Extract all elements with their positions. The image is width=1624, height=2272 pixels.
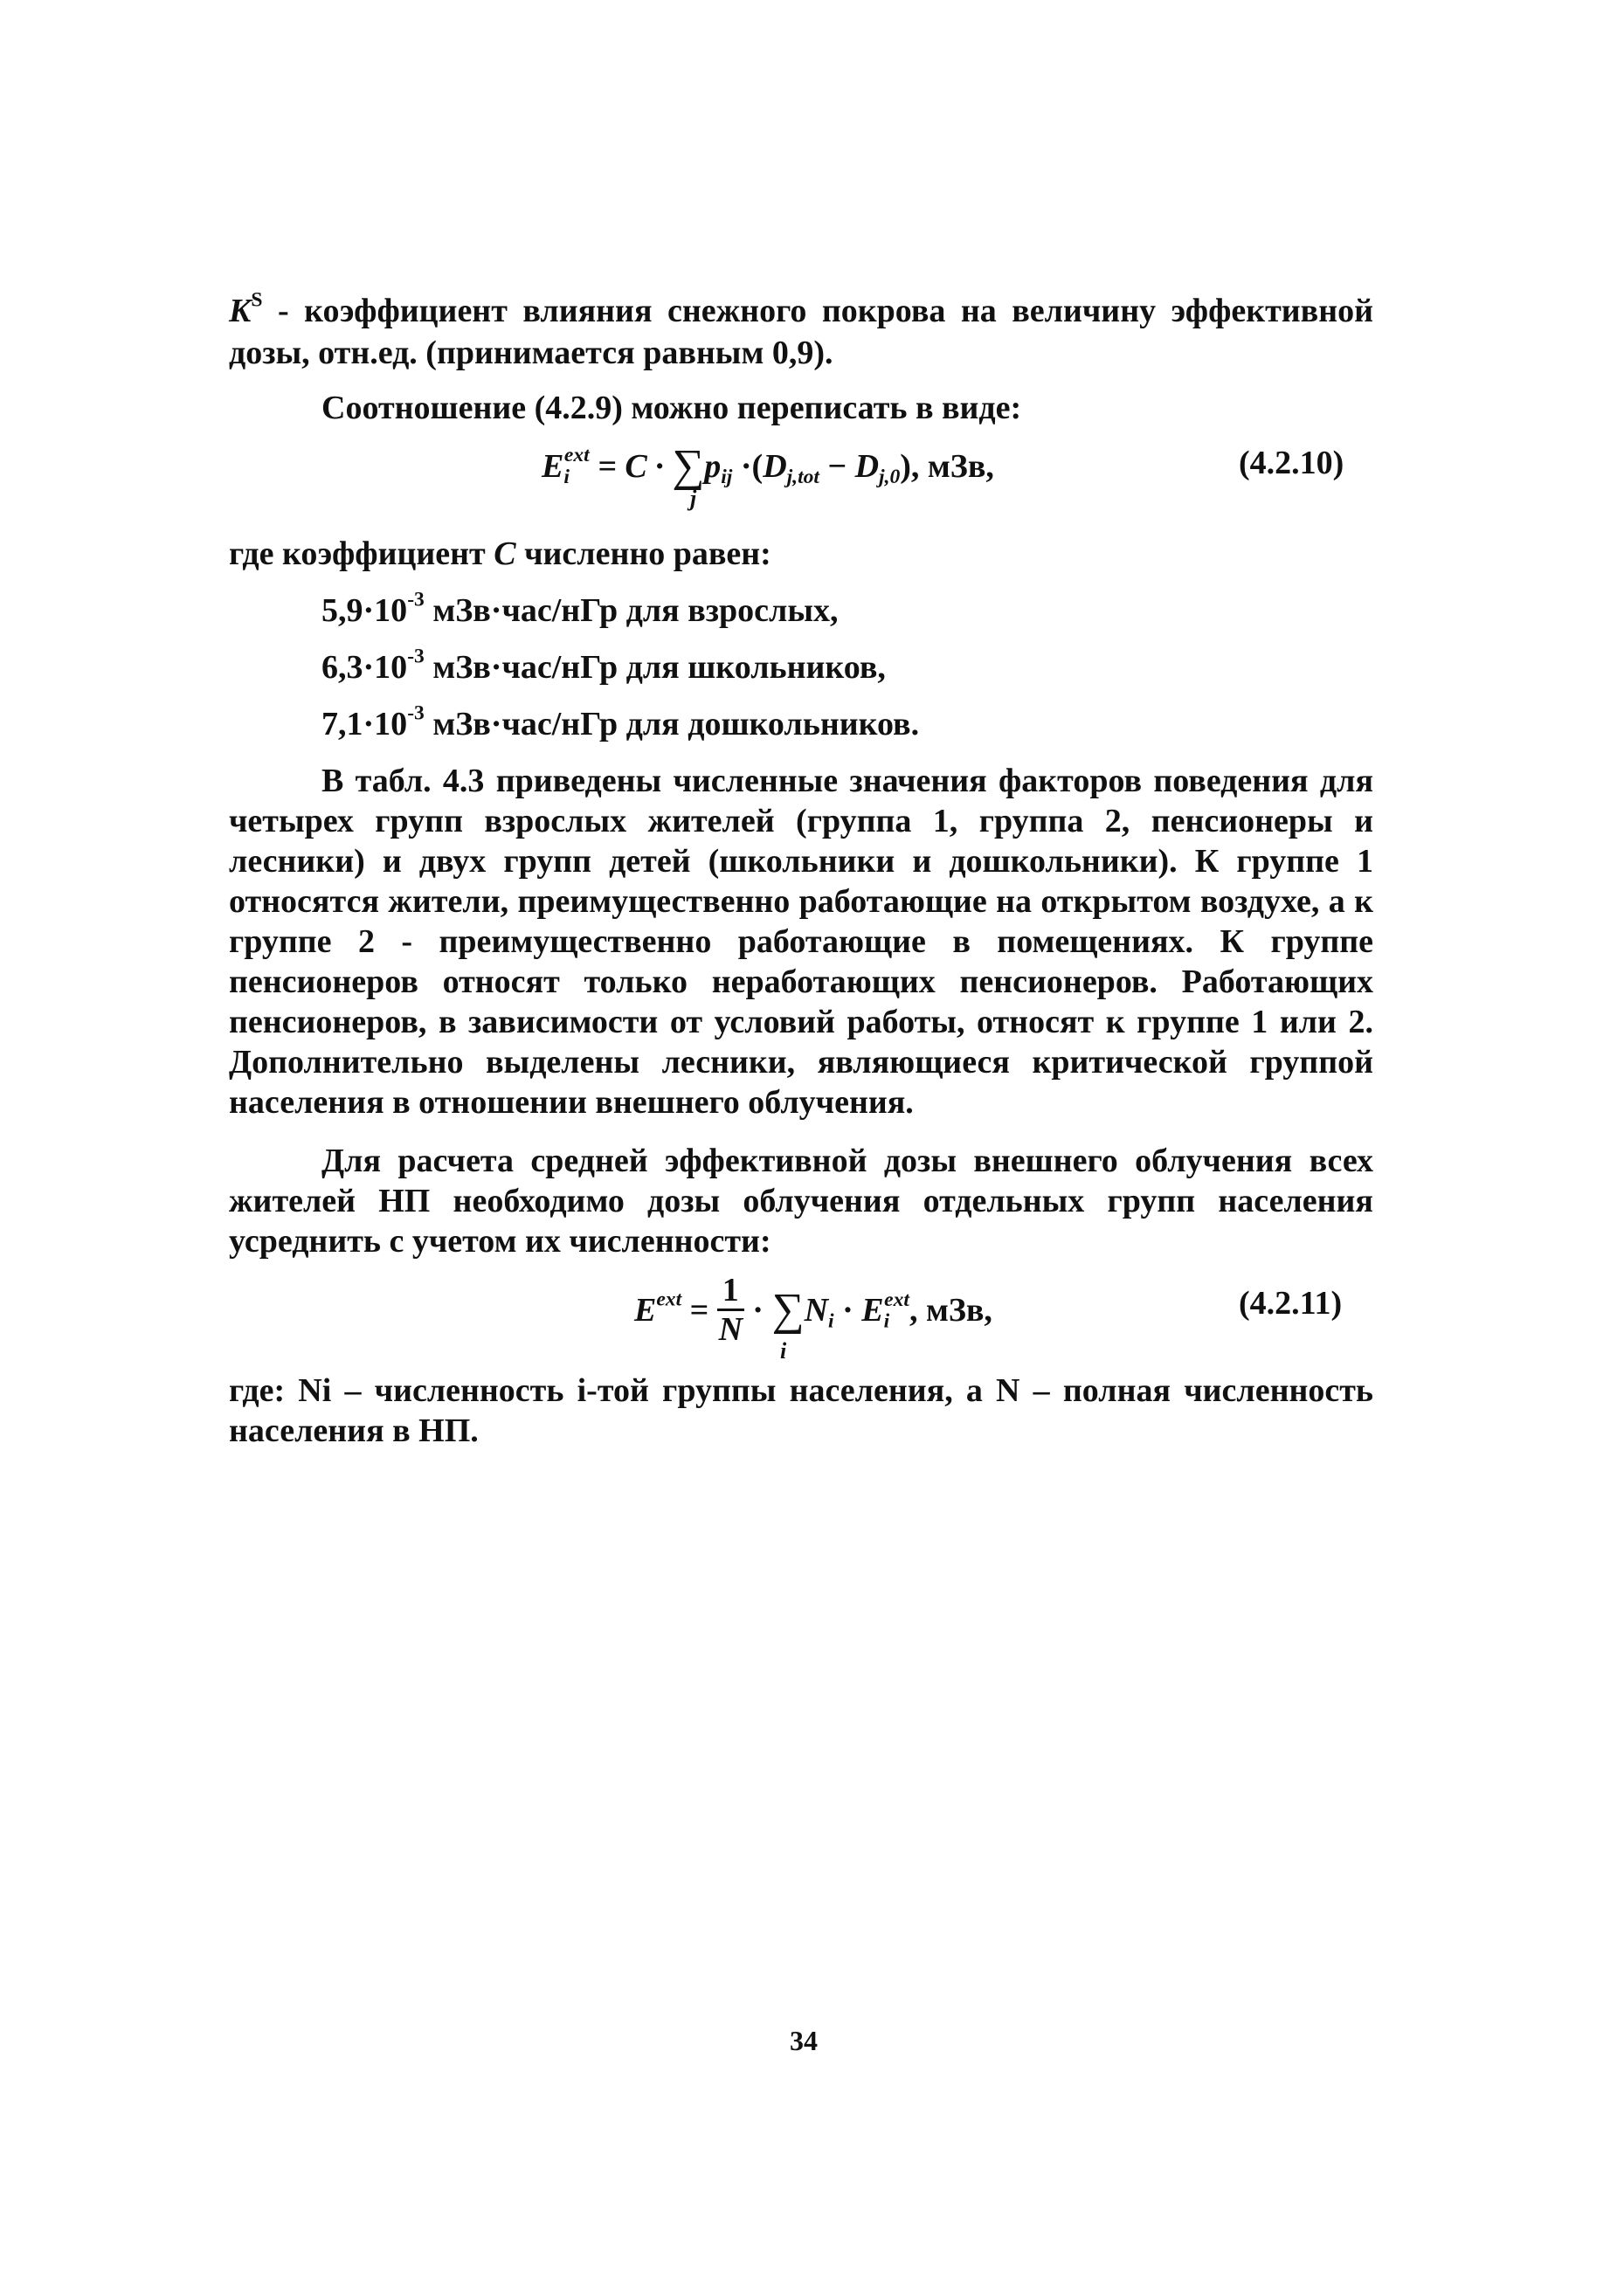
coef-unit-text: мЗв·час/нГр для взрослых, (424, 592, 839, 629)
coef-intro (229, 533, 1365, 575)
formula2-dot: · (743, 1292, 772, 1329)
formula2-frac-num: 1 (717, 1272, 744, 1311)
para1-line: Дополнительно выделены лесники, являющиеся критической группой (229, 1044, 1373, 1081)
coef-intro-a: где коэффициент (229, 535, 494, 572)
para1-line: пенсионеров относят только неработающих пенсионеров. Работающих (229, 963, 1373, 1000)
formula2-e-sub: i (883, 1309, 890, 1333)
formula2-frac-den: N (718, 1311, 743, 1348)
formula1-tail: ), мЗв, (900, 448, 994, 485)
formula1-lhs: E (542, 448, 564, 485)
formula2-e-sup: ext (884, 1288, 909, 1311)
coef-intro-b: численно равен: (515, 535, 771, 572)
formula1-d2-sub: j,0 (879, 466, 901, 489)
coef-unit-text: мЗв·час/нГр для школьников, (424, 649, 886, 686)
formula2-e: E (861, 1292, 884, 1329)
coef-mantissa: 6,3·10 (321, 649, 408, 686)
formula1-lhs-sup: ext (563, 444, 590, 467)
para1-line: В табл. 4.3 приведены численные значения факторов поведения для (321, 763, 1373, 799)
formula2-lhs: E (634, 1292, 657, 1329)
coef-exponent: -3 (407, 701, 425, 725)
formula-intro: Соотношение (4.2.9) можно переписать в виде: (321, 390, 1022, 426)
ks-symbol: K (229, 293, 252, 329)
coef-exponent: -3 (407, 645, 425, 668)
formula1-lhs-sub: i (563, 466, 570, 489)
formula1-eq-c: = C · (589, 448, 673, 485)
formula1-dot: ·( (732, 448, 764, 485)
formula1-sum-index: j (690, 486, 697, 511)
formula2-n-sub: i (828, 1309, 834, 1333)
ks-definition-text: - коэффициент влияния снежного покрова на величину эффективной (262, 293, 1373, 329)
para2-line: жителей НП необходимо дозы облучения отдельных групп населения (229, 1183, 1373, 1219)
formula1-p: p (704, 448, 722, 485)
coef-line-preschoolers (321, 703, 1370, 745)
coef-mantissa: 5,9·10 (321, 592, 408, 629)
where-line: где: Ni – численность i-той группы населения, а N – полная численность (229, 1372, 1373, 1409)
para1-line: четырех групп взрослых жителей (группа 1, группа 2, пенсионеры и (229, 803, 1373, 839)
formula1-minus: − (819, 448, 855, 485)
ks-superscript: S (251, 288, 263, 312)
coef-line-schoolchildren (321, 646, 1370, 688)
para1-line: группе 2 - преимущественно работающие в помещениях. К группе (229, 923, 1373, 960)
para1-line: относятся жители, преимущественно работающие на открытом воздухе, а к (229, 883, 1373, 920)
formula2-dot2: · (833, 1292, 862, 1329)
formula2-sigma: ∑ (771, 1285, 805, 1336)
formula-4-2-10 (542, 437, 994, 491)
formula2-n: N (804, 1292, 829, 1329)
coef-line-adults (321, 590, 1370, 632)
coef-unit-text: мЗв·час/нГр для дошкольников. (424, 706, 920, 742)
formula2-sum-index: i (780, 1338, 787, 1364)
formula2-fraction (717, 1272, 744, 1348)
para2-line-last: усреднить с учетом их численности: (229, 1223, 771, 1260)
para1-line: лесники) и двух групп детей (школьники и дошкольники). К группе 1 (229, 843, 1373, 880)
coef-exponent: -3 (407, 588, 425, 611)
formula1-d1: D (763, 448, 787, 485)
ks-definition-line-2: дозы, отн.ед. (принимается равным 0,9). (229, 335, 833, 371)
formula2-eq: = (681, 1292, 717, 1329)
coef-mantissa: 7,1·10 (321, 706, 408, 742)
coef-intro-c: C (494, 535, 516, 572)
formula2-lhs-sup: ext (656, 1288, 682, 1311)
formula-4-2-11 (634, 1272, 992, 1351)
formula2-tail: , мЗв, (909, 1292, 992, 1329)
formula1-number: (4.2.10) (1239, 445, 1344, 481)
para1-line-last: населения в отношении внешнего облучения. (229, 1084, 914, 1121)
formula1-d1-sub: j,tot (786, 466, 819, 489)
formula2-number: (4.2.11) (1239, 1285, 1343, 1322)
formula1-d2: D (854, 448, 880, 485)
formula1-sigma: ∑ (672, 441, 705, 491)
para1-line: пенсионеров, в зависимости от условий работы, относят к группе 1 или 2. (229, 1004, 1373, 1040)
formula1-p-sub: ij (721, 466, 733, 489)
ks-definition-line-1 (229, 290, 1373, 332)
where-line-last: населения в НП. (229, 1412, 479, 1449)
page-number: 34 (790, 2025, 818, 2056)
para2-line: Для расчета средней эффективной дозы внешнего облучения всех (321, 1143, 1373, 1179)
